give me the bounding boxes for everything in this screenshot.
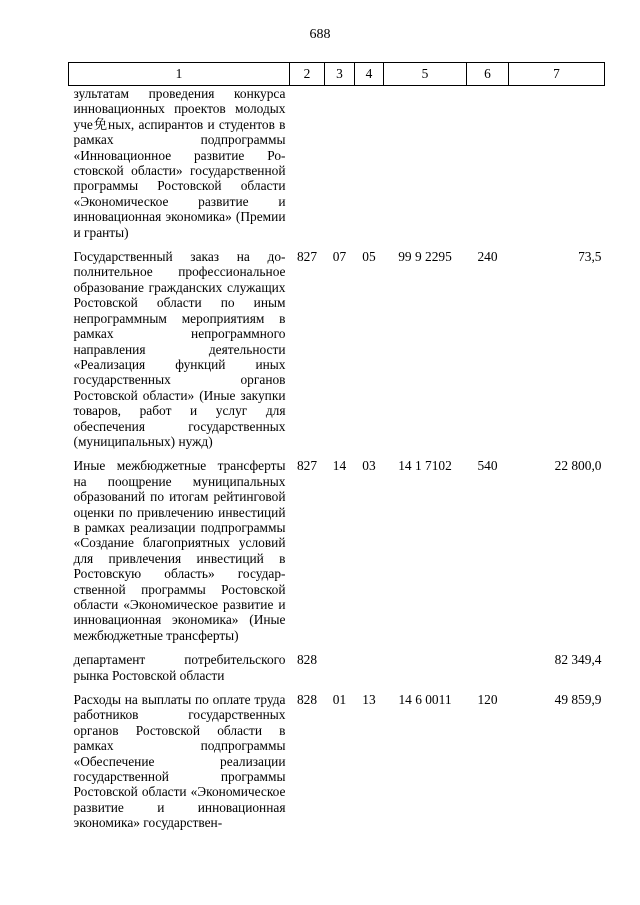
row-section-code: 14 bbox=[332, 458, 347, 474]
row-ministry-code: 828 bbox=[296, 692, 318, 708]
row-amount bbox=[509, 86, 605, 241]
row-target-code: 99 9 2295 bbox=[398, 249, 452, 265]
row-section-code bbox=[325, 86, 355, 241]
table-row bbox=[69, 652, 605, 683]
row-name: Государственный заказ на дополнительное профессиональное образование гражданских служащих Ростовской области по иным непрограммным мероприятиям в рамках непрограммного направления деятельности «Реализация функций иных государственных органов Ростовской области» (Иные закупки товаров, работ и услуг для обеспечения государственных (муниципальных) нужд) bbox=[73, 249, 286, 449]
row-subsection-code: 05 bbox=[362, 249, 376, 265]
row-amount: 49 859,9 bbox=[554, 692, 602, 708]
row-expense-type: 240 bbox=[477, 249, 498, 265]
row-expense-type: 540 bbox=[477, 458, 498, 474]
row-ministry-code: 827 bbox=[296, 249, 318, 265]
row-name: зультатам проведения конкурса инновационных проектов молодых уче免ных, аспирантов и студентов в рамках подпрограммы «Инновационное развитие Ростовской области» государственной программы Ростовской области «Экономическое развитие и инновационная экономика» (Премии и гранты) bbox=[73, 86, 286, 240]
row-amount: 82 349,4 bbox=[554, 652, 602, 668]
row-section-code: 07 bbox=[332, 249, 347, 265]
row-subsection-code bbox=[355, 86, 384, 241]
row-ministry-code bbox=[290, 86, 325, 241]
row-target-code bbox=[384, 652, 467, 683]
row-section-code bbox=[325, 652, 355, 683]
row-subsection-code: 03 bbox=[362, 458, 376, 474]
column-header-7: 7 bbox=[509, 63, 605, 86]
table-row bbox=[69, 86, 605, 241]
row-expense-type bbox=[467, 652, 509, 683]
row-expense-type bbox=[467, 86, 509, 241]
table-row bbox=[69, 249, 605, 449]
column-header-5: 5 bbox=[384, 63, 467, 86]
table-row bbox=[69, 692, 605, 831]
column-header-3: 3 bbox=[325, 63, 355, 86]
row-section-code: 01 bbox=[332, 692, 347, 708]
row-name: Иные межбюджетные трансферты на поощрение муниципальных образований по итогам рейтинговой оценки по привлечению инвестиций в рамках реализации подпрограммы «Создание благоприятных условий для привлечения инвестиций в Ростовскую область» государственной программы Ростовской области «Экономическое развитие и инновационная экономика» (Иные межбюджетные трансферты) bbox=[73, 458, 286, 643]
row-target-code: 14 6 0011 bbox=[398, 692, 452, 708]
row-ministry-code: 827 bbox=[296, 458, 318, 474]
column-header-2: 2 bbox=[290, 63, 325, 86]
row-ministry-code: 828 bbox=[296, 652, 318, 668]
row-amount: 73,5 bbox=[578, 249, 602, 265]
row-subsection-code bbox=[355, 652, 384, 683]
row-name: департамент потребительского рынка Ростовской области bbox=[73, 652, 286, 683]
row-target-code: 14 1 7102 bbox=[398, 458, 452, 474]
header-row bbox=[69, 63, 605, 86]
row-subsection-code: 13 bbox=[362, 692, 376, 708]
column-header-4: 4 bbox=[355, 63, 384, 86]
row-target-code bbox=[384, 86, 467, 241]
row-amount: 22 800,0 bbox=[554, 458, 602, 474]
column-header-6: 6 bbox=[467, 63, 509, 86]
column-header-1: 1 bbox=[69, 63, 290, 86]
row-expense-type: 120 bbox=[477, 692, 498, 708]
table-row bbox=[69, 458, 605, 643]
page-number: 688 bbox=[309, 27, 331, 42]
row-name: Расходы на выплаты по оплате труда работников государственных органов Ростовской области в рамках подпрограммы «Обеспечение реализации государственной программы Ростовской области «Экономическое развитие и инновационная экономика» государствен- bbox=[73, 692, 286, 831]
budget-table bbox=[68, 62, 605, 831]
